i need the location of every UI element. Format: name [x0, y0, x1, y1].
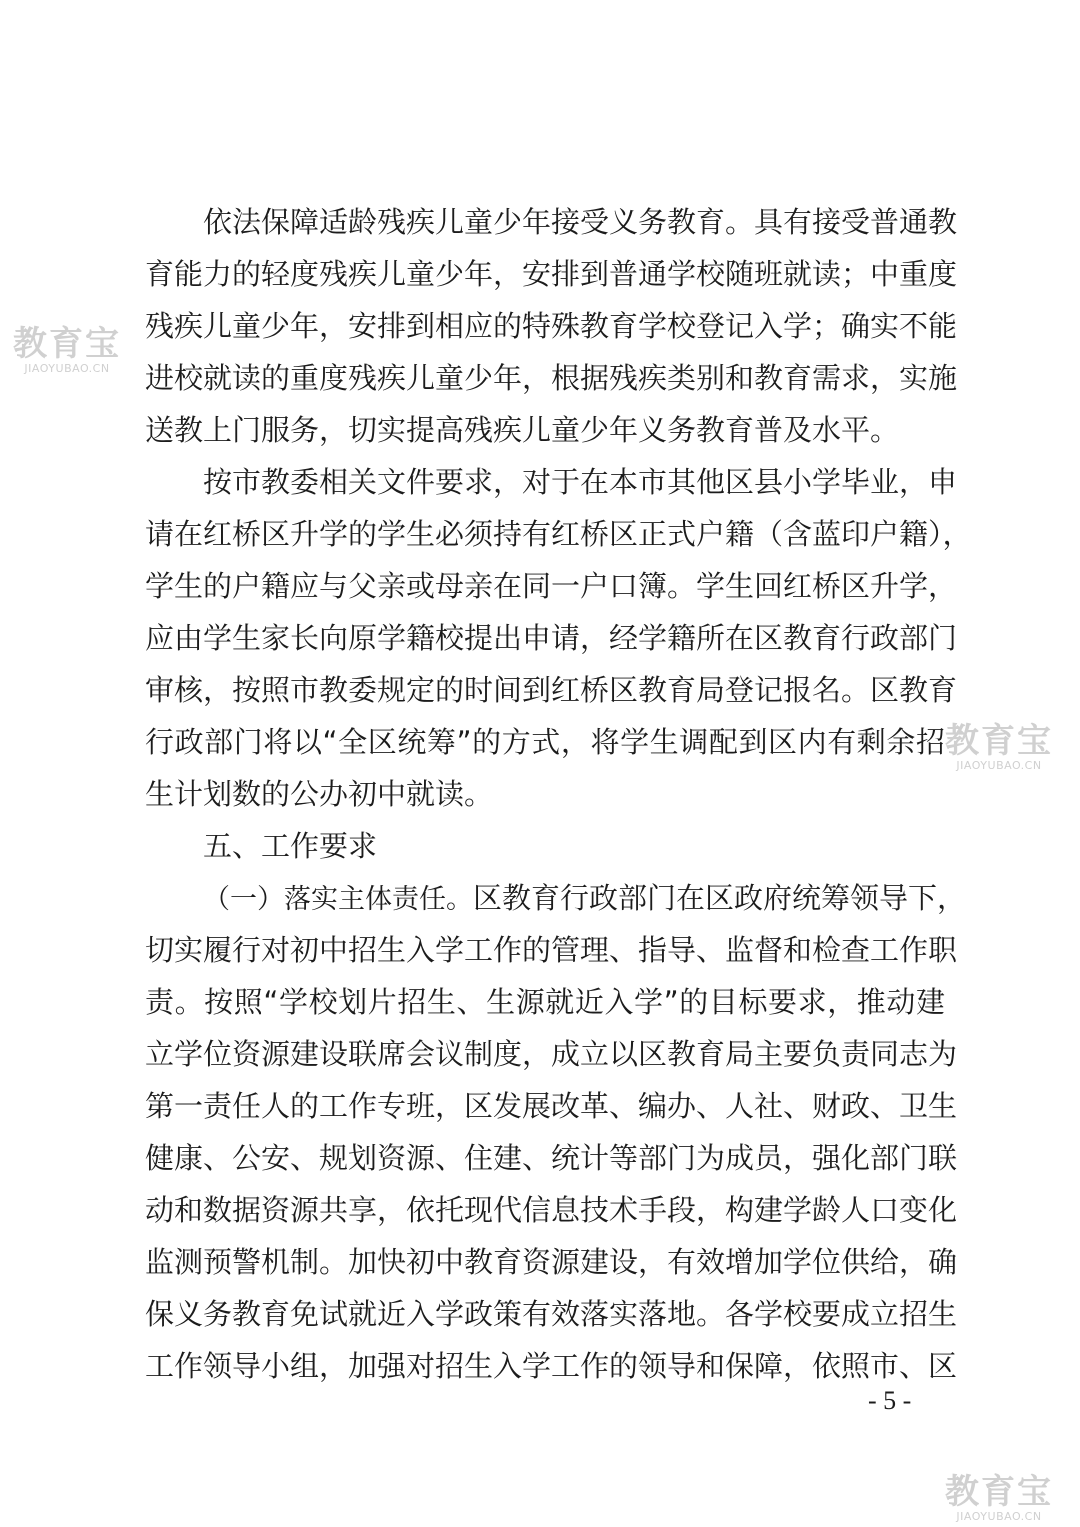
- subsection-line-8: 保义务教育免试就近入学政策有效落实落地。各学校要成立招生: [145, 1297, 958, 1331]
- subsection-line-3: 立学位资源建设联席会议制度，成立以区教育局主要负责同志为: [145, 1037, 958, 1071]
- watermark-logo: [12, 326, 122, 375]
- subsection-line-1: 切实履行对初中招生入学工作的管理、指导、监督和检查工作职: [145, 933, 958, 967]
- watermark-subtitle: JIAOYUBAO.CN: [956, 759, 1042, 772]
- paragraph-1-line-2: 育能力的轻度残疾儿童少年，安排到普通学校随班就读；中重度: [145, 257, 958, 291]
- watermark-logo: [944, 723, 1054, 772]
- subsection-first-line: [145, 880, 967, 918]
- watermark-title: 教育宝: [945, 721, 1053, 761]
- page-number: - 5 -: [868, 1386, 912, 1415]
- subsection-line-7: 监测预警机制。加快初中教育资源建设，有效增加学位供给，确: [145, 1245, 958, 1279]
- paragraph-1-line-4: 进校就读的重度残疾儿童少年，根据残疾类别和教育需求，实施: [145, 361, 958, 395]
- paragraph-2-line-7: 生计划数的公办初中就读。: [145, 777, 494, 811]
- subsection-line-9: 工作领导小组，加强对招生入学工作的领导和保障，依照市、区: [145, 1349, 958, 1383]
- subsection-first-line-text: 区教育行政部门在区政府统筹领导下，: [473, 881, 967, 915]
- paragraph-1-line-3: 残疾儿童少年，安排到相应的特殊教育学校登记入学；确实不能: [145, 309, 958, 343]
- paragraph-2-line-1: 按市教委相关文件要求，对于在本市其他区县小学毕业，申: [203, 465, 958, 499]
- subsection-line-4: 第一责任人的工作专班，区发展改革、编办、人社、财政、卫生: [145, 1089, 958, 1123]
- subsection-line-6: 动和数据资源共享，依托现代信息技术手段，构建学龄人口变化: [145, 1193, 958, 1227]
- watermark-title: 教育宝: [945, 1472, 1053, 1512]
- watermark-logo: [944, 1474, 1054, 1523]
- paragraph-2-line-4: 应由学生家长向原学籍校提出申请，经学籍所在区教育行政部门: [145, 621, 958, 655]
- paragraph-2-line-3: 学生的户籍应与父亲或母亲在同一户口簿。学生回红桥区升学，: [145, 569, 958, 603]
- subsection-line-5: 健康、公安、规划资源、住建、统计等部门为成员，强化部门联: [145, 1141, 958, 1175]
- watermark-subtitle: JIAOYUBAO.CN: [956, 1510, 1042, 1523]
- paragraph-2-line-5: 审核，按照市教委规定的时间到红桥区教育局登记报名。区教育: [145, 673, 958, 707]
- paragraph-2-line-2: 请在红桥区升学的学生必须持有红桥区正式户籍（含蓝印户籍），: [145, 517, 972, 551]
- watermark-title: 教育宝: [13, 324, 121, 364]
- section-heading: 五、工作要求: [203, 829, 378, 863]
- subsection-line-2: 责。按照“学校划片招生、生源就近入学”的目标要求，推动建: [145, 985, 945, 1019]
- watermark-subtitle: JIAOYUBAO.CN: [24, 362, 110, 375]
- subsection-title: （一）落实主体责任。: [203, 884, 473, 915]
- paragraph-2-line-6: 行政部门将以“全区统筹”的方式，将学生调配到区内有剩余招: [145, 725, 945, 759]
- paragraph-1-line-1: 依法保障适龄残疾儿童少年接受义务教育。具有接受普通教: [203, 205, 958, 239]
- paragraph-1-line-5: 送教上门服务，切实提高残疾儿童少年义务教育普及水平。: [145, 413, 900, 447]
